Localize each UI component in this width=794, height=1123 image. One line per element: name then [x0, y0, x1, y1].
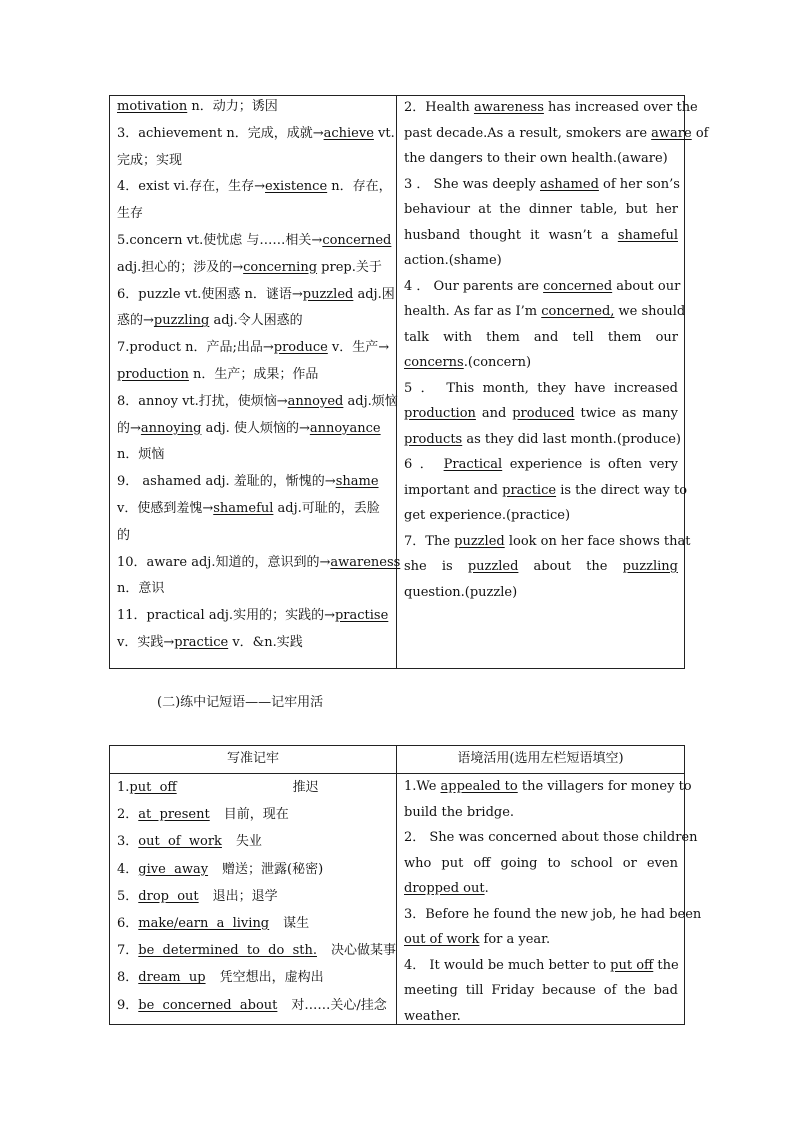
vocab-right-text: about our — [612, 278, 681, 294]
vocab-left-line — [117, 228, 390, 255]
vocab-left-answer: annoying — [140, 420, 202, 436]
phrase-usage-line — [404, 774, 692, 800]
vocab-right-text: and — [475, 406, 513, 421]
vocab-word-forms-column — [110, 96, 401, 668]
vocab-left-line — [117, 550, 401, 577]
vocab-left-answer: existence — [265, 179, 328, 195]
vocab-right-text: 3 ． She was deeply — [404, 176, 540, 192]
vocab-right-text: important and — [404, 482, 503, 498]
phrase-usage-line — [404, 902, 702, 928]
vocab-left-text: adj. 羞耻的，惭愧的→ — [205, 474, 336, 490]
vocab-left-answer: concerned — [322, 232, 392, 248]
phrase-table — [109, 745, 702, 1025]
vocab-left-text: vt.打扰，使烦恼→ — [182, 393, 288, 409]
vocab-left-line — [117, 255, 390, 282]
vocab-left-line — [117, 174, 390, 201]
vocab-right-line — [404, 95, 698, 121]
vocab-left-text: 5.concern — [117, 232, 187, 248]
phrase-usage-answer: put off — [610, 957, 654, 973]
vocab-right-answer: puzzled — [467, 559, 519, 574]
phrase-answer: make/earn a living — [138, 915, 270, 931]
phrase-usage-text: for a year. — [479, 932, 551, 947]
phrase-item — [117, 964, 390, 991]
vocab-right-answer: practice — [502, 482, 557, 498]
vocab-left-answer: achieve — [323, 125, 374, 141]
vocab-left-answer: produce — [273, 340, 328, 356]
phrase-number: 4． — [117, 861, 139, 877]
phrase-usage-text: meeting till Friday because of the bad — [404, 983, 678, 998]
vocab-left-answer: practise — [334, 608, 389, 624]
vocab-left-text: v．实践→ — [117, 634, 175, 650]
vocab-right-text: we should — [614, 304, 686, 319]
vocab-left-text: 的→ — [117, 420, 141, 436]
phrase-answer: put off — [129, 780, 177, 795]
vocab-right-line — [404, 376, 678, 402]
vocab-left-line — [117, 121, 395, 148]
vocab-left-line — [117, 416, 390, 443]
vocab-left-line — [117, 201, 390, 228]
vocab-right-text: about the — [518, 559, 623, 574]
vocab-left-text: adj.令人困惑的 — [209, 313, 303, 329]
phrase-answer: give away — [138, 861, 209, 877]
vocab-left-text: 7.product — [117, 340, 186, 356]
vocab-left-line — [117, 469, 390, 496]
vocab-left-answer: awareness — [330, 554, 401, 570]
vocab-right-line — [404, 299, 686, 325]
vocab-right-text: twice as many — [574, 406, 678, 421]
vocab-right-answer: Practical — [443, 457, 503, 472]
phrase-number: 9． — [117, 997, 139, 1013]
vocab-right-line — [404, 452, 678, 478]
vocab-left-text: adj.烦恼 — [343, 393, 398, 409]
vocab-right-line — [404, 197, 678, 223]
vocab-left-text: 完成；实现 — [117, 152, 183, 168]
vocab-right-line — [404, 529, 691, 555]
phrase-answer: dream up — [138, 970, 206, 986]
vocab-right-text: get experience.(practice) — [404, 508, 571, 523]
vocab-left-text: 生存 — [117, 206, 144, 222]
vocab-left-text: adj.担心的；涉及的→ — [117, 259, 244, 275]
vocab-left-text: 11．practical — [117, 608, 209, 624]
phrase-item — [117, 992, 390, 1019]
vocab-right-line — [404, 274, 681, 300]
vocab-left-line — [117, 335, 390, 362]
vocab-right-text: .(concern) — [463, 355, 532, 370]
vocab-left-answer: shame — [335, 474, 379, 490]
vocab-right-text: is the direct way to — [556, 482, 688, 498]
phrase-usage-line — [404, 978, 678, 1004]
vocab-right-text: behaviour at the dinner table, but her — [404, 202, 678, 217]
vocab-left-line — [117, 94, 390, 121]
phrase-usage-text: 4． It would be much better to — [404, 957, 611, 973]
phrase-usage-line — [404, 876, 678, 902]
vocab-left-line — [117, 523, 390, 550]
vocab-left-line — [117, 603, 390, 630]
vocab-left-text: 惑的→ — [117, 313, 154, 329]
vocab-right-text: talk with them and tell them our — [404, 329, 678, 345]
phrase-usage-answer: dropped out — [404, 881, 485, 896]
phrase-usage-text: build the bridge. — [404, 804, 515, 820]
phrase-table-header — [110, 746, 684, 774]
vocab-right-line — [404, 248, 678, 274]
header-left: 写准记牢 — [110, 746, 397, 773]
vocab-right-line — [404, 172, 678, 198]
vocab-right-text: 2．Health — [404, 100, 474, 115]
phrase-meaning: 失业 — [235, 834, 262, 850]
vocab-left-text: 8．annoy — [117, 393, 183, 409]
phrase-answer: out of work — [138, 834, 222, 850]
phrase-item — [117, 937, 396, 964]
vocab-left-line — [117, 148, 390, 175]
vocab-left-text: n．生产；成果；作品 — [188, 366, 319, 382]
vocab-right-text: look on her face shows that — [504, 533, 691, 549]
phrase-meaning: 推迟 — [292, 780, 319, 795]
phrase-usage-line — [404, 800, 678, 826]
vocab-right-text: health. As far as I’m — [404, 304, 542, 319]
vocab-right-text: 5 ． This month, they have increased — [404, 380, 678, 396]
vocab-right-line — [404, 121, 709, 147]
vocab-left-answer: concerning — [243, 259, 318, 275]
vocab-left-text: vt.使困惑 n．谜语→ — [184, 286, 303, 302]
phrase-usage-line — [404, 825, 698, 851]
vocab-right-line — [404, 427, 681, 453]
vocab-context-column — [397, 96, 709, 668]
vocab-right-answer: concerned, — [541, 304, 615, 319]
phrase-usage-line — [404, 851, 678, 877]
phrase-usage-text: . — [484, 881, 489, 896]
phrase-usage-line — [404, 953, 678, 979]
vocab-left-text: n．意识 — [117, 581, 165, 597]
phrase-number: 8． — [117, 970, 139, 986]
vocab-right-text: of — [691, 125, 709, 141]
vocab-right-text: as they did last month.(produce) — [462, 431, 681, 447]
vocab-right-answer: awareness — [473, 100, 544, 115]
vocab-left-text: n．动力；诱因 — [187, 99, 278, 114]
vocab-right-answer: concerned — [543, 278, 613, 294]
vocab-left-answer: motivation — [117, 99, 188, 114]
phrase-answer: be concerned about — [138, 997, 278, 1013]
vocab-left-text: n．完成，成就→ — [226, 125, 324, 141]
vocab-left-text: 10．aware — [117, 554, 192, 570]
vocab-right-answer: ashamed — [540, 176, 599, 192]
vocab-left-line — [117, 308, 390, 335]
vocab-right-line — [404, 146, 678, 172]
vocab-left-answer: puzzling — [153, 313, 210, 329]
vocab-left-line — [117, 496, 390, 523]
vocab-left-answer: practice — [174, 634, 229, 650]
vocab-right-line — [404, 350, 678, 376]
vocab-right-text: 6 ． — [404, 457, 444, 472]
vocab-right-text: past decade.As a result, smokers are — [404, 125, 652, 141]
phrase-usage-text: the — [653, 957, 679, 973]
section-title: (二)练中记短语——记牢用活 — [157, 695, 324, 710]
vocab-right-answer: shameful — [617, 227, 678, 243]
phrase-usage-answer: appealed to — [440, 779, 518, 794]
vocab-right-answer: production — [404, 406, 476, 421]
vocab-right-answer: produced — [512, 406, 575, 421]
phrase-meaning: 凭空想出，虚构出 — [219, 970, 324, 986]
vocab-left-text: n．烦恼 — [117, 447, 165, 463]
phrase-usage-column — [397, 774, 702, 1024]
vocab-right-text: 4 ． Our parents are — [404, 278, 544, 294]
vocab-left-answer: annoyance — [309, 420, 381, 436]
vocab-right-answer: puzzled — [454, 533, 505, 549]
phrase-item — [117, 856, 390, 883]
vocab-right-line — [404, 223, 678, 249]
phrase-usage-answer: out of work — [404, 932, 480, 947]
phrase-usage-text: the villagers for money to — [517, 779, 692, 794]
phrase-number: 5． — [117, 888, 139, 904]
vocab-left-text: adj.实用的；实践的→ — [208, 608, 335, 624]
vocab-table — [109, 95, 709, 669]
phrase-list-column — [110, 774, 397, 1024]
phrase-meaning: 对……关心/挂念 — [291, 997, 387, 1013]
vocab-left-text: adj.困 — [353, 286, 395, 302]
vocab-left-line — [117, 282, 395, 309]
vocab-right-text: she is — [404, 559, 468, 574]
vocab-left-line — [117, 362, 390, 389]
vocab-right-line — [404, 325, 678, 351]
vocab-right-text: question.(puzzle) — [404, 584, 518, 600]
phrase-answer: at present — [138, 807, 210, 823]
phrase-item — [117, 910, 390, 937]
vocab-right-text: of her son’s — [598, 176, 680, 192]
vocab-left-text: vt. — [373, 125, 395, 141]
vocab-left-line — [117, 576, 390, 603]
phrase-number: 3． — [117, 834, 139, 850]
phrase-usage-text: 1.We — [404, 779, 441, 794]
vocab-right-line — [404, 401, 678, 427]
phrase-item — [117, 774, 390, 801]
vocab-left-answer: shameful — [213, 500, 274, 516]
phrase-answer: be determined to do sth. — [138, 943, 317, 959]
header-right: 语境活用(选用左栏短语填空) — [457, 751, 624, 766]
vocab-right-line — [404, 580, 678, 606]
vocab-right-text: action.(shame) — [404, 253, 502, 268]
phrase-meaning: 赠送；泄露(秘密) — [222, 861, 324, 877]
vocab-left-line — [117, 442, 390, 469]
vocab-left-text: v．&n.实践 — [228, 634, 303, 650]
vocab-right-answer: puzzling — [622, 559, 678, 574]
vocab-left-answer: puzzled — [302, 286, 354, 302]
phrase-number: 1. — [117, 780, 130, 795]
vocab-left-answer: annoyed — [287, 393, 344, 409]
phrase-meaning: 决心做某事 — [330, 943, 396, 959]
vocab-right-text: husband thought it wasn’t a — [404, 227, 618, 243]
vocab-left-text: 4．exist — [117, 179, 174, 195]
vocab-left-text: v．生产→ — [327, 340, 390, 356]
vocab-left-text: vi.存在，生存→ — [173, 179, 266, 195]
phrase-usage-text: 2． She was concerned about those children — [404, 830, 698, 845]
phrase-usage-text: who put off going to school or even — [404, 855, 678, 871]
phrase-number: 2． — [117, 807, 139, 823]
vocab-right-line — [404, 478, 688, 504]
phrase-item — [117, 828, 390, 855]
vocab-left-text: 3．achievement — [117, 125, 227, 141]
vocab-right-line — [404, 503, 678, 529]
vocab-left-text: 的 — [117, 527, 131, 543]
vocab-left-text: vt.使忧虑 与……相关→ — [186, 232, 323, 248]
vocab-left-text: 6．puzzle — [117, 286, 185, 302]
phrase-meaning: 退出；退学 — [212, 888, 278, 904]
phrase-number: 6． — [117, 915, 139, 931]
phrase-usage-text: weather. — [404, 1008, 461, 1024]
phrase-item — [117, 801, 390, 828]
vocab-right-text: experience is often very — [502, 457, 678, 472]
phrase-usage-text: 3．Before he found the new job, he had been — [404, 906, 702, 922]
vocab-left-text: n．存在， — [327, 179, 392, 195]
vocab-right-answer: aware — [651, 125, 692, 141]
vocab-right-line — [404, 554, 678, 580]
vocab-right-answer: products — [404, 431, 463, 447]
phrase-meaning: 目前，现在 — [223, 807, 289, 823]
phrase-answer: drop out — [138, 888, 199, 904]
vocab-left-text: adj.可耻的，丢脸 — [273, 500, 380, 516]
vocab-left-text: adj. 使人烦恼的→ — [201, 420, 310, 436]
phrase-usage-line — [404, 1004, 678, 1030]
vocab-right-text: has increased over the — [543, 100, 698, 115]
vocab-right-answer: concerns — [404, 355, 464, 370]
phrase-usage-line — [404, 927, 678, 953]
vocab-left-text: prep.关于 — [317, 259, 382, 275]
vocab-right-text: 7．The — [404, 533, 455, 549]
vocab-left-text: v．使感到羞愧→ — [117, 500, 214, 516]
phrase-meaning: 谋生 — [283, 915, 310, 931]
vocab-left-line — [117, 389, 398, 416]
vocab-left-text: 9． ashamed — [117, 474, 206, 490]
vocab-left-text: n．产品;出品→ — [185, 340, 274, 356]
vocab-left-line — [117, 630, 390, 657]
vocab-left-text: adj.知道的，意识到的→ — [191, 554, 331, 570]
vocab-right-text: the dangers to their own health.(aware) — [404, 151, 668, 166]
phrase-number: 7． — [117, 943, 139, 959]
phrase-item — [117, 883, 390, 910]
vocab-left-answer: production — [117, 366, 189, 382]
